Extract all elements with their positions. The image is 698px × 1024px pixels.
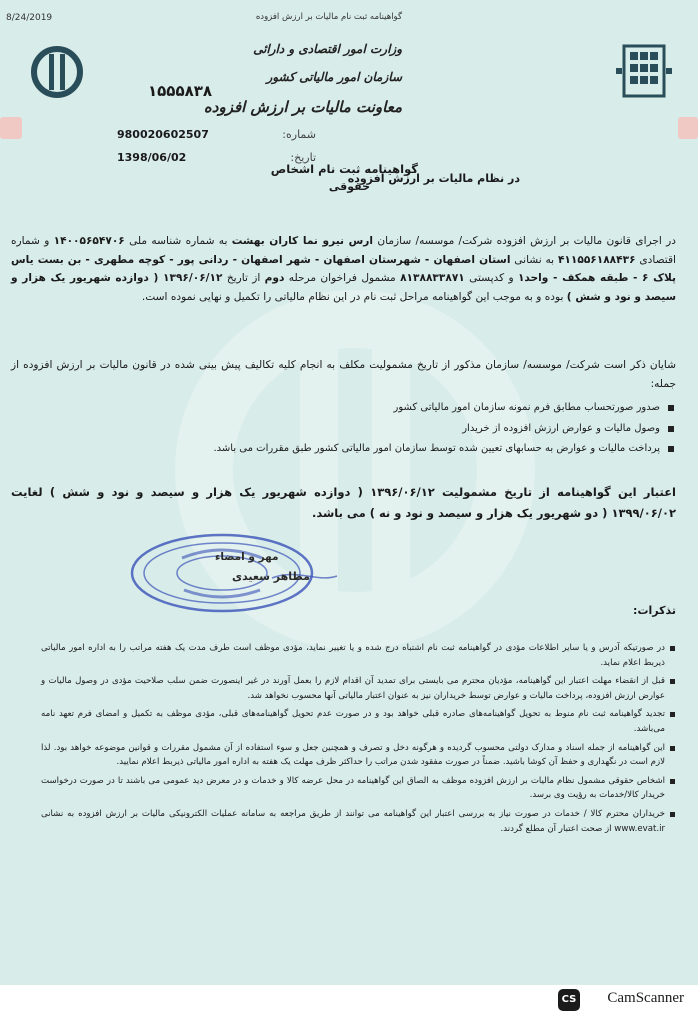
list-item: خریداران محترم کالا / خدمات در صورت نیاز به بررسی اعتبار این گواهینامه می توانند از طریق مراجعه به سامانه عملیات الکترونیکی مالیات بر ارزش افزوده به نشانی www.evat.ir از صحت اعتبار آن مطلع گردند. [41,807,676,836]
postal-code: ۸۱۳۸۸۳۳۸۷۱ [400,272,465,284]
tax-organization-logo-icon [30,45,84,99]
list-item: در صورتیکه آدرس و یا سایر اطلاعات مؤدی در گواهینامه ثبت نام اشتباه درج شده و یا تغییر نماید، مؤدی موظف است طرف مدت یک هفته مراتب را به اداره امور مالیاتی ذیربط اعلام نماید. [41,641,676,670]
company-name: ارس نیرو نما کاران بهشت [231,235,373,247]
national-id: ۱۴۰۰۵۶۵۴۷۰۶ [53,235,125,247]
registration-paragraph: در اجرای قانون مالیات بر ارزش افزوده شرکت/ موسسه/ سازمان ارس نیرو نما کاران بهشت به شماره شناسه ملی ۱۴۰۰۵۶۵۴۷۰۶ و شماره اقتصادی ۴۱۱۵۵۶۱۸۸۴۳۶ به نشانی استان اصفهان - شهرستان اصفهان - شهر اصفهان - ردانی پور - کوچه مطهری - بن بست یاس پلاک ۶ - طبقه همکف - واحد۱ و کدپستی ۸۱۳۸۸۳۳۸۷۱ مشمول فراخوان مرحله دوم از تاریخ ۱۳۹۶/۰۶/۱۲ ( دوازده شهریور یک هزار و سیصد و نود و شش ) بوده و به موجب این گواهینامه مراحل ثبت نام در این نظام مالیاتی را تکمیل و نهایی نموده است. [11,235,677,303]
obligations-paragraph: شایان ذکر است شرکت/ موسسه/ سازمان مذکور از تاریخ مشمولیت مکلف به انجام کلیه تکالیف پیش بینی شده در قانون مالیات بر ارزش افزوده از جمله: [11,359,676,390]
list-item: اشخاص حقوقی مشمول نظام مالیات بر ارزش افزوده موظف به الصاق این گواهینامه در محل عرضه کالا و خدمات و در معرض دید عمومی می باشند تا در صورت درخواست خریدار کالا/خدمات به رؤیت وی برسد. [41,774,676,803]
signature-label: مهر و امضاء [215,551,279,563]
certificate-title-line2: حقوقی [328,180,370,193]
camscanner-watermark: CamScanner [607,990,684,1006]
number-label: شماره: [282,128,316,141]
date-label: تاریخ: [290,151,316,164]
phase: دوم [264,272,285,284]
certificate-title-line3: در نظام مالیات بر ارزش افزوده [347,172,520,185]
camscanner-logo-icon: CS [558,989,580,1011]
highlight-band [0,117,22,139]
notes-list [41,641,676,840]
list-item: این گواهینامه از جمله اسناد و مدارک دولتی محسوب گردیده و هرگونه دخل و تصرف و همچنین جعل و سوء استفاده از آن مشمول مقررات و قوانین موضوعه خواهد بود. لذا لازم است در نگهداری و حفظ آن کوشا باشید. ضمناً در صورت مفقود شدن مراتب را حداکثر ظرف مهلت یک هفته به اداره امور مالیاتی ذیربط اعلام نمایید. [41,741,676,770]
list-item: پرداخت مالیات و عوارض به حسابهای تعیین شده توسط سازمان امور مالیاتی کشور طبق مقررات می باشد. [36,439,676,460]
deputy-title: معاونت مالیات بر ارزش افزوده [203,98,402,116]
start-date: ۱۳۹۶/۰۶/۱۲ ( دوازده شهریور یک هزار و سیصد و نود و شش ) [11,272,676,303]
list-item: صدور صورتحساب مطابق فرم نمونه سازمان امور مالیاتی کشور [36,398,676,419]
certificate-title-line1: گواهینامه ثبت نام اشخاص [270,162,418,176]
highlight-band [678,117,698,139]
list-item: وصول مالیات و عوارض ارزش افزوده از خریدار [36,419,676,440]
organization-title: سازمان امور مالیاتی کشور [266,70,402,84]
serial-number: ۱۵۵۵۸۳۸ [148,82,213,100]
number-value: 980020602507 [117,128,209,141]
list-item: تجدید گواهینامه ثبت نام منوط به تحویل گواهینامه‌های صادره قبلی خواهد بود و در صورت عدم تحویل گواهینامه‌های قبلی، مؤدی موظف به تکمیل و امضای فرم تعهد نامه می‌باشد. [41,707,676,736]
ministry-emblem-icon [614,40,674,102]
signatory-name: مظاهر سعیدی [232,570,310,583]
print-date: 8/24/2019 [6,13,53,23]
watermark-bar [372,300,410,640]
top-caption: گواهینامه ثبت نام مالیات بر ارزش افزوده [255,12,402,22]
obligations-list [36,398,676,460]
validity-statement: اعتبار این گواهینامه از تاریخ مشمولیت ۱۳۹۶/۰۶/۱۲ ( دوازده شهریور یک هزار و سیصد و نود و شش ) لغایت ۱۳۹۹/۰۶/۰۲ ( دو شهریور یک هزار و سیصد و نود و نه ) می باشد. [11,485,676,520]
ministry-title: وزارت امور اقتصادی و دارائی [253,42,402,56]
address: استان اصفهان - شهرستان اصفهان - شهر اصفهان - ردانی پور - کوچه مطهری - بن بست یاس پلاک ۶ - طبقه همکف - واحد۱ [11,253,677,284]
date-value: 1398/06/02 [117,151,187,164]
list-item: قبل از انقضاء مهلت اعتبار این گواهینامه، مؤدیان محترم می بایستی برای تمدید آن اقدام لازم را بعمل آورند در غیر اینصورت ضمن سلب صلاحیت مؤدی در وصول مالیات و عوارض ارزش افزوده، پرداخت مالیات و عوارض توسط خریداران نیز به عنوان اعتبار مالیاتی آنها محسوب نخواهد شد. [41,674,676,703]
economic-code: ۴۱۱۵۵۶۱۸۸۴۳۶ [557,253,636,266]
notes-title: تذکرات: [633,604,676,617]
